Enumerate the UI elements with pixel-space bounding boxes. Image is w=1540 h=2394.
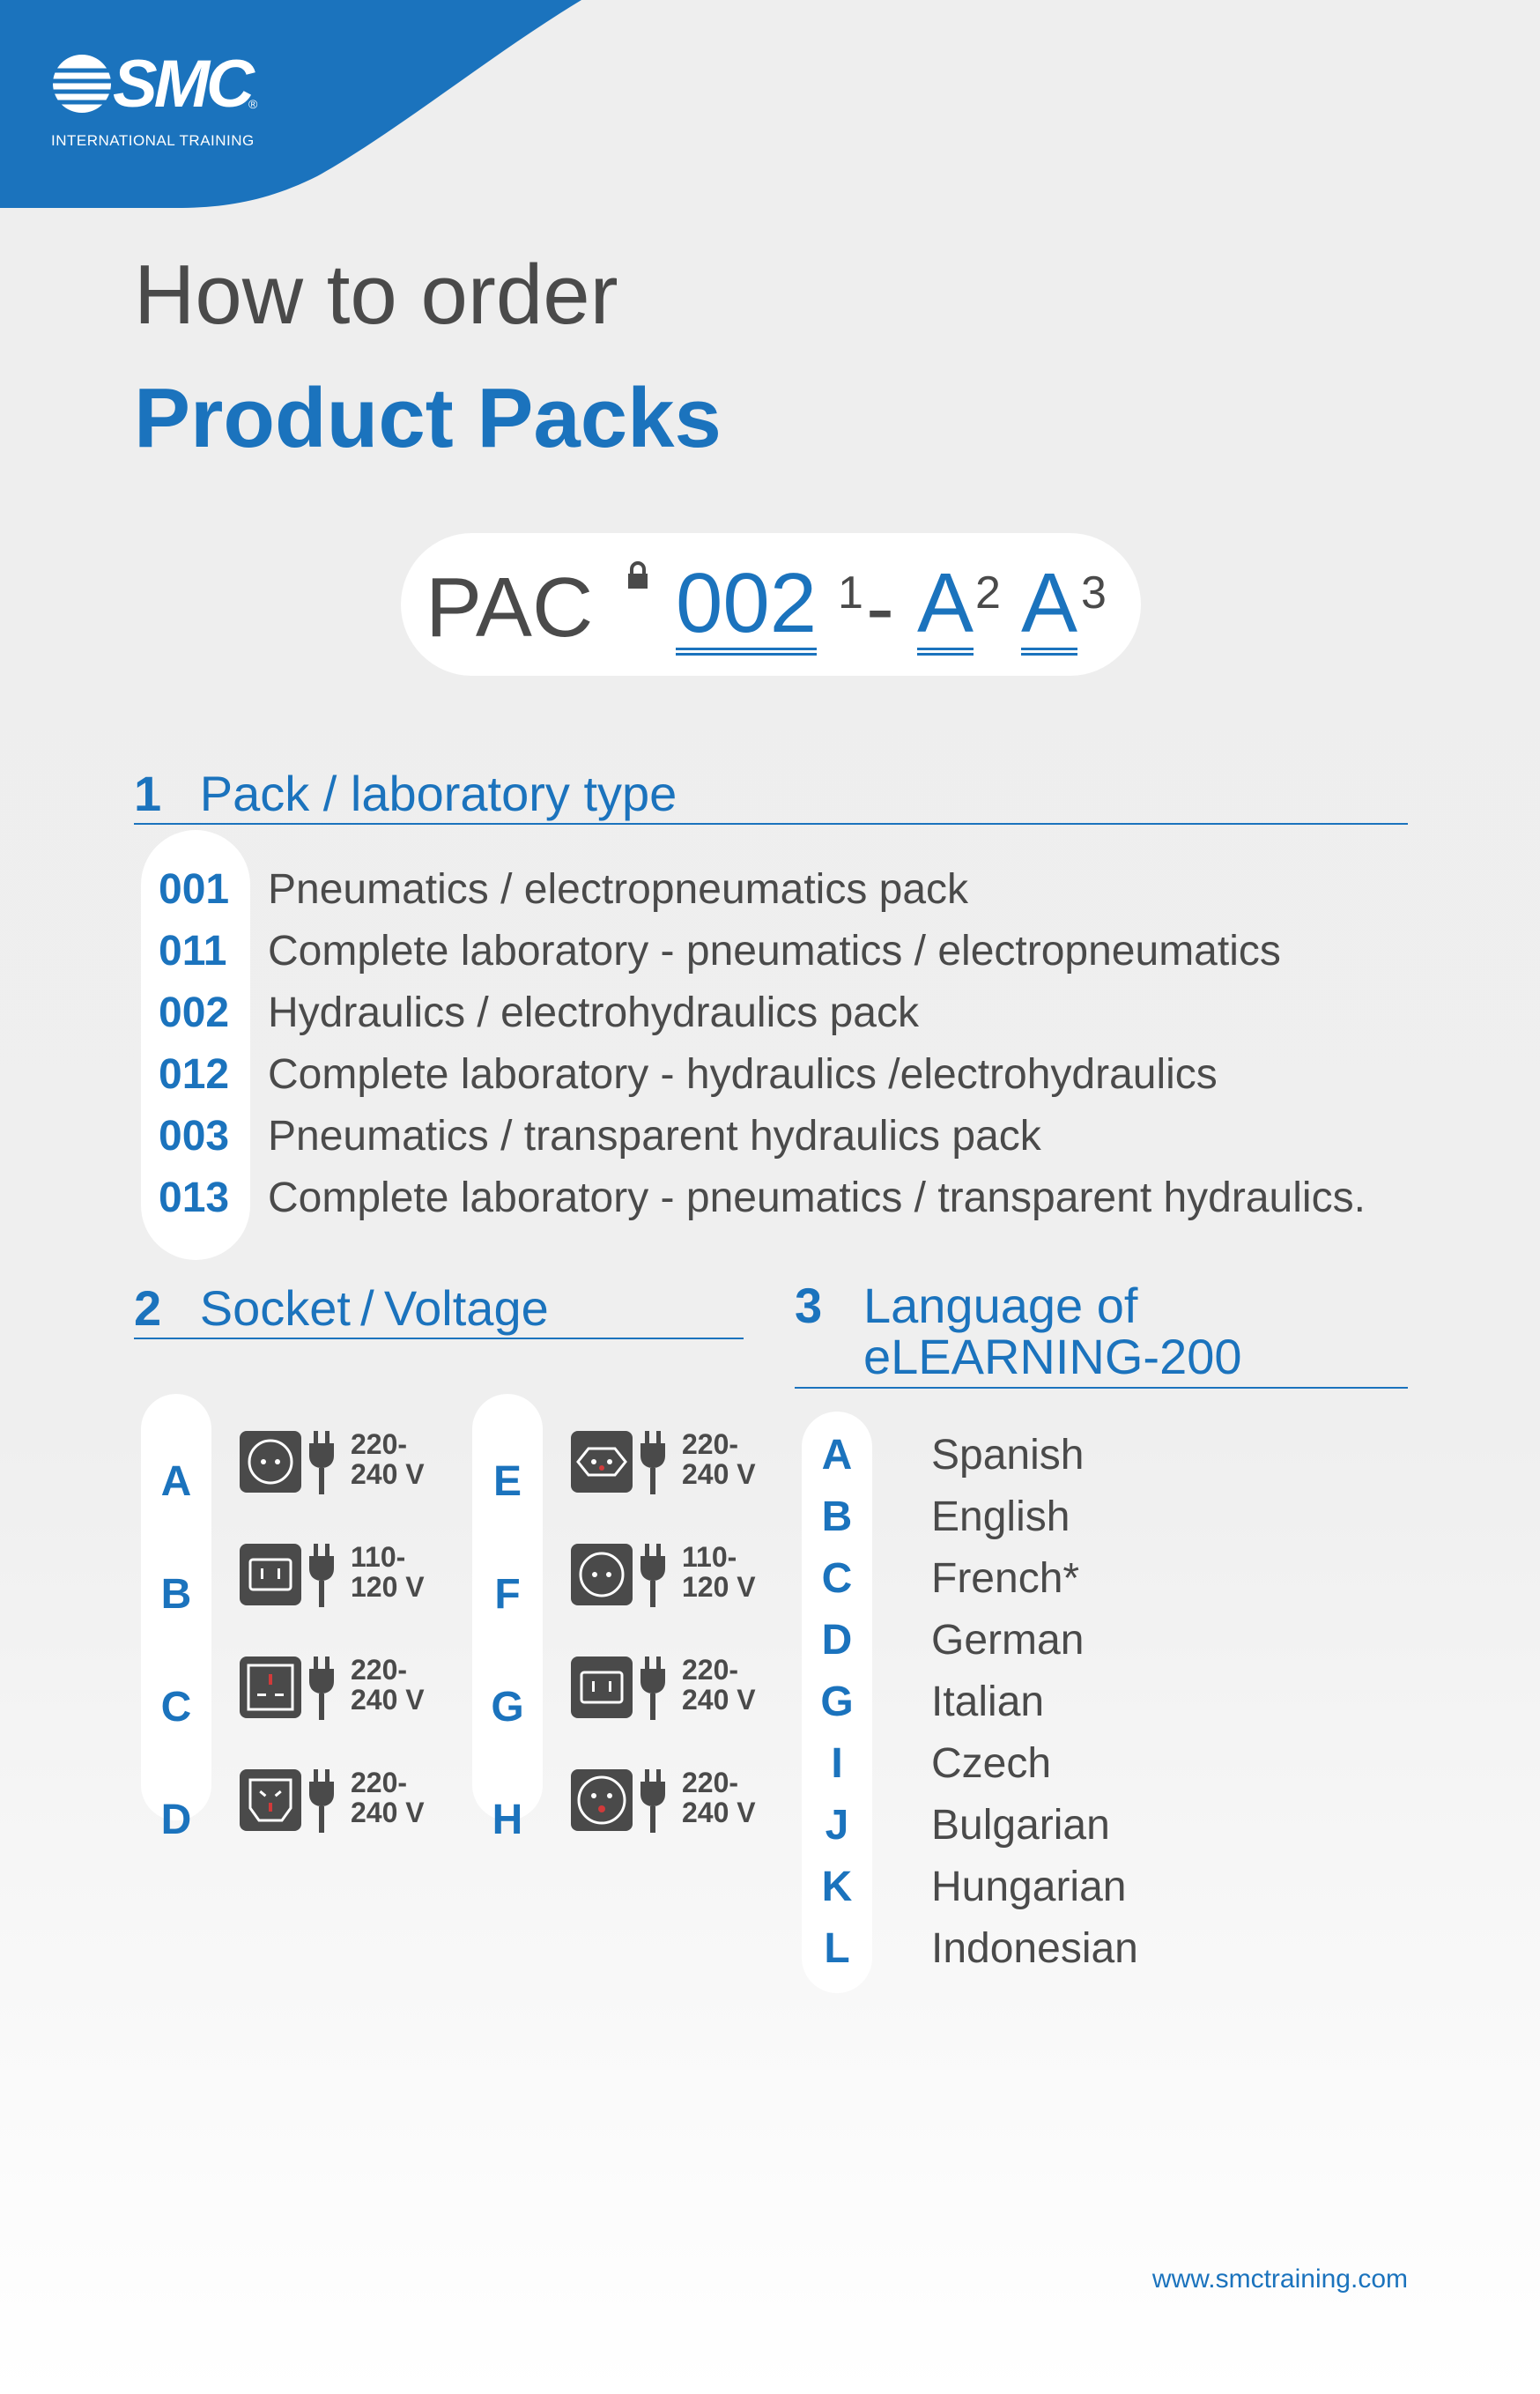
voltage-label bbox=[682, 1429, 756, 1489]
voltage-label bbox=[351, 1655, 425, 1715]
page-title-line1: How to order bbox=[134, 248, 618, 342]
section2-rule bbox=[134, 1338, 744, 1339]
language-label: English bbox=[931, 1493, 1070, 1540]
plug-icon bbox=[640, 1542, 666, 1609]
voltage-label bbox=[351, 1542, 425, 1602]
socket-letter: H bbox=[492, 1797, 523, 1843]
section2-title: Socket / Voltage bbox=[199, 1280, 549, 1336]
pack-code: 003 bbox=[159, 1113, 230, 1160]
language-label: French* bbox=[931, 1555, 1080, 1602]
list-item[interactable] bbox=[159, 1112, 1041, 1160]
voltage-line1: 110- bbox=[351, 1541, 406, 1573]
australian-socket-icon bbox=[238, 1768, 303, 1833]
list-item[interactable] bbox=[159, 865, 969, 914]
voltage-line1: 220- bbox=[351, 1428, 408, 1460]
voltage-line2: 120 V bbox=[351, 1571, 425, 1603]
plug-icon bbox=[640, 1655, 666, 1722]
language-letter: D bbox=[821, 1617, 853, 1664]
code-prefix: PAC bbox=[426, 560, 594, 655]
section1-title: Pack / laboratory type bbox=[199, 766, 677, 821]
voltage-line1: 220- bbox=[351, 1767, 408, 1798]
socket-letter: E bbox=[492, 1458, 522, 1505]
us-socket-icon bbox=[238, 1542, 303, 1607]
socket-letter: B bbox=[160, 1571, 192, 1618]
plug-icon bbox=[308, 1768, 335, 1834]
registered-mark: ® bbox=[248, 97, 258, 111]
socket-letter: G bbox=[491, 1684, 524, 1731]
language-letter: L bbox=[824, 1925, 850, 1972]
schuko-socket-icon bbox=[238, 1429, 303, 1494]
language-letter: G bbox=[820, 1679, 854, 1725]
plug-icon bbox=[640, 1429, 666, 1496]
logo-subtitle: INTERNATIONAL TRAINING bbox=[51, 132, 255, 149]
section1-heading bbox=[134, 765, 677, 822]
language-label: Czech bbox=[931, 1740, 1052, 1787]
pack-label: Complete laboratory - hydraulics /electrohydraulics bbox=[268, 1051, 1218, 1098]
code-socket[interactable]: A bbox=[917, 560, 974, 656]
pack-label: Pneumatics / transparent hydraulics pack bbox=[268, 1113, 1041, 1160]
list-item[interactable] bbox=[159, 927, 1281, 975]
list-item[interactable] bbox=[159, 1050, 1218, 1099]
plug-icon bbox=[308, 1542, 335, 1609]
section1-rule bbox=[134, 823, 1408, 825]
language-letter: C bbox=[821, 1555, 853, 1602]
section2-number: 2 bbox=[134, 1280, 162, 1336]
socket-letter: F bbox=[494, 1571, 521, 1618]
globe-logo-icon bbox=[51, 53, 113, 115]
section3-title-line2: eLEARNING-200 bbox=[863, 1329, 1242, 1384]
section1-number: 1 bbox=[134, 766, 162, 821]
code-pack-type[interactable]: 002 bbox=[676, 560, 817, 656]
socket-letter: D bbox=[160, 1797, 192, 1843]
pack-label: Pneumatics / electropneumatics pack bbox=[268, 866, 969, 913]
language-letter: A bbox=[821, 1432, 853, 1479]
pack-label: Hydraulics / electrohydraulics pack bbox=[268, 989, 919, 1036]
voltage-line1: 220- bbox=[351, 1654, 408, 1686]
page-title-line2: Product Packs bbox=[134, 371, 722, 465]
voltage-label bbox=[682, 1768, 756, 1827]
voltage-line2: 240 V bbox=[682, 1797, 756, 1828]
socket-letter: C bbox=[160, 1684, 192, 1731]
socket-letter: A bbox=[160, 1458, 192, 1505]
voltage-line2: 240 V bbox=[682, 1458, 756, 1490]
code-sup-1: 1 bbox=[838, 567, 863, 619]
list-item[interactable] bbox=[159, 1174, 1366, 1222]
round-socket-icon bbox=[569, 1542, 634, 1607]
section3-title-line1: Language of bbox=[863, 1278, 1138, 1333]
language-label: Bulgarian bbox=[931, 1802, 1110, 1849]
pack-code: 001 bbox=[159, 866, 230, 913]
voltage-line2: 240 V bbox=[351, 1684, 425, 1716]
pack-code: 002 bbox=[159, 989, 230, 1036]
voltage-line2: 120 V bbox=[682, 1571, 756, 1603]
voltage-line2: 240 V bbox=[351, 1797, 425, 1828]
voltage-line2: 240 V bbox=[682, 1684, 756, 1716]
section3-number: 3 bbox=[795, 1278, 823, 1333]
voltage-label bbox=[351, 1768, 425, 1827]
voltage-label bbox=[682, 1655, 756, 1715]
us-socket-icon bbox=[569, 1655, 634, 1720]
uk-socket-icon bbox=[238, 1655, 303, 1720]
language-letter: K bbox=[821, 1864, 853, 1910]
swiss-socket-icon bbox=[569, 1429, 634, 1494]
language-label: Italian bbox=[931, 1679, 1045, 1725]
pack-label: Complete laboratory - pneumatics / transparent hydraulics. bbox=[268, 1175, 1366, 1221]
plug-icon bbox=[308, 1429, 335, 1496]
lock-icon bbox=[626, 561, 649, 589]
voltage-line1: 110- bbox=[682, 1541, 737, 1573]
pack-code: 012 bbox=[159, 1051, 230, 1098]
section3-rule bbox=[795, 1387, 1408, 1389]
voltage-line1: 220- bbox=[682, 1428, 739, 1460]
code-dash: - bbox=[866, 560, 894, 655]
order-code-pill bbox=[401, 533, 1141, 676]
footer-website-link[interactable]: www.smctraining.com bbox=[1151, 2264, 1408, 2294]
language-letter: J bbox=[825, 1802, 849, 1849]
voltage-line1: 220- bbox=[682, 1654, 739, 1686]
voltage-label bbox=[682, 1542, 756, 1602]
logo-wordmark: SMC bbox=[113, 47, 251, 122]
language-letter: I bbox=[831, 1740, 843, 1787]
language-letter: B bbox=[821, 1493, 853, 1540]
indian-socket-icon bbox=[569, 1768, 634, 1833]
plug-icon bbox=[308, 1655, 335, 1722]
language-label: Indonesian bbox=[931, 1925, 1138, 1972]
voltage-label bbox=[351, 1429, 425, 1489]
list-item[interactable] bbox=[159, 989, 919, 1037]
language-label: Spanish bbox=[931, 1432, 1085, 1479]
code-sup-2: 2 bbox=[975, 567, 1001, 619]
language-label: German bbox=[931, 1617, 1085, 1664]
voltage-line2: 240 V bbox=[351, 1458, 425, 1490]
voltage-line1: 220- bbox=[682, 1767, 739, 1798]
code-sup-3: 3 bbox=[1081, 567, 1107, 619]
pack-label: Complete laboratory - pneumatics / electropneumatics bbox=[268, 928, 1281, 975]
plug-icon bbox=[640, 1768, 666, 1834]
pack-code: 013 bbox=[159, 1175, 230, 1221]
language-label: Hungarian bbox=[931, 1864, 1127, 1910]
pack-code: 011 bbox=[159, 928, 227, 975]
section2-heading bbox=[134, 1279, 549, 1337]
section3-heading bbox=[795, 1278, 1242, 1384]
code-language[interactable]: A bbox=[1021, 560, 1077, 656]
